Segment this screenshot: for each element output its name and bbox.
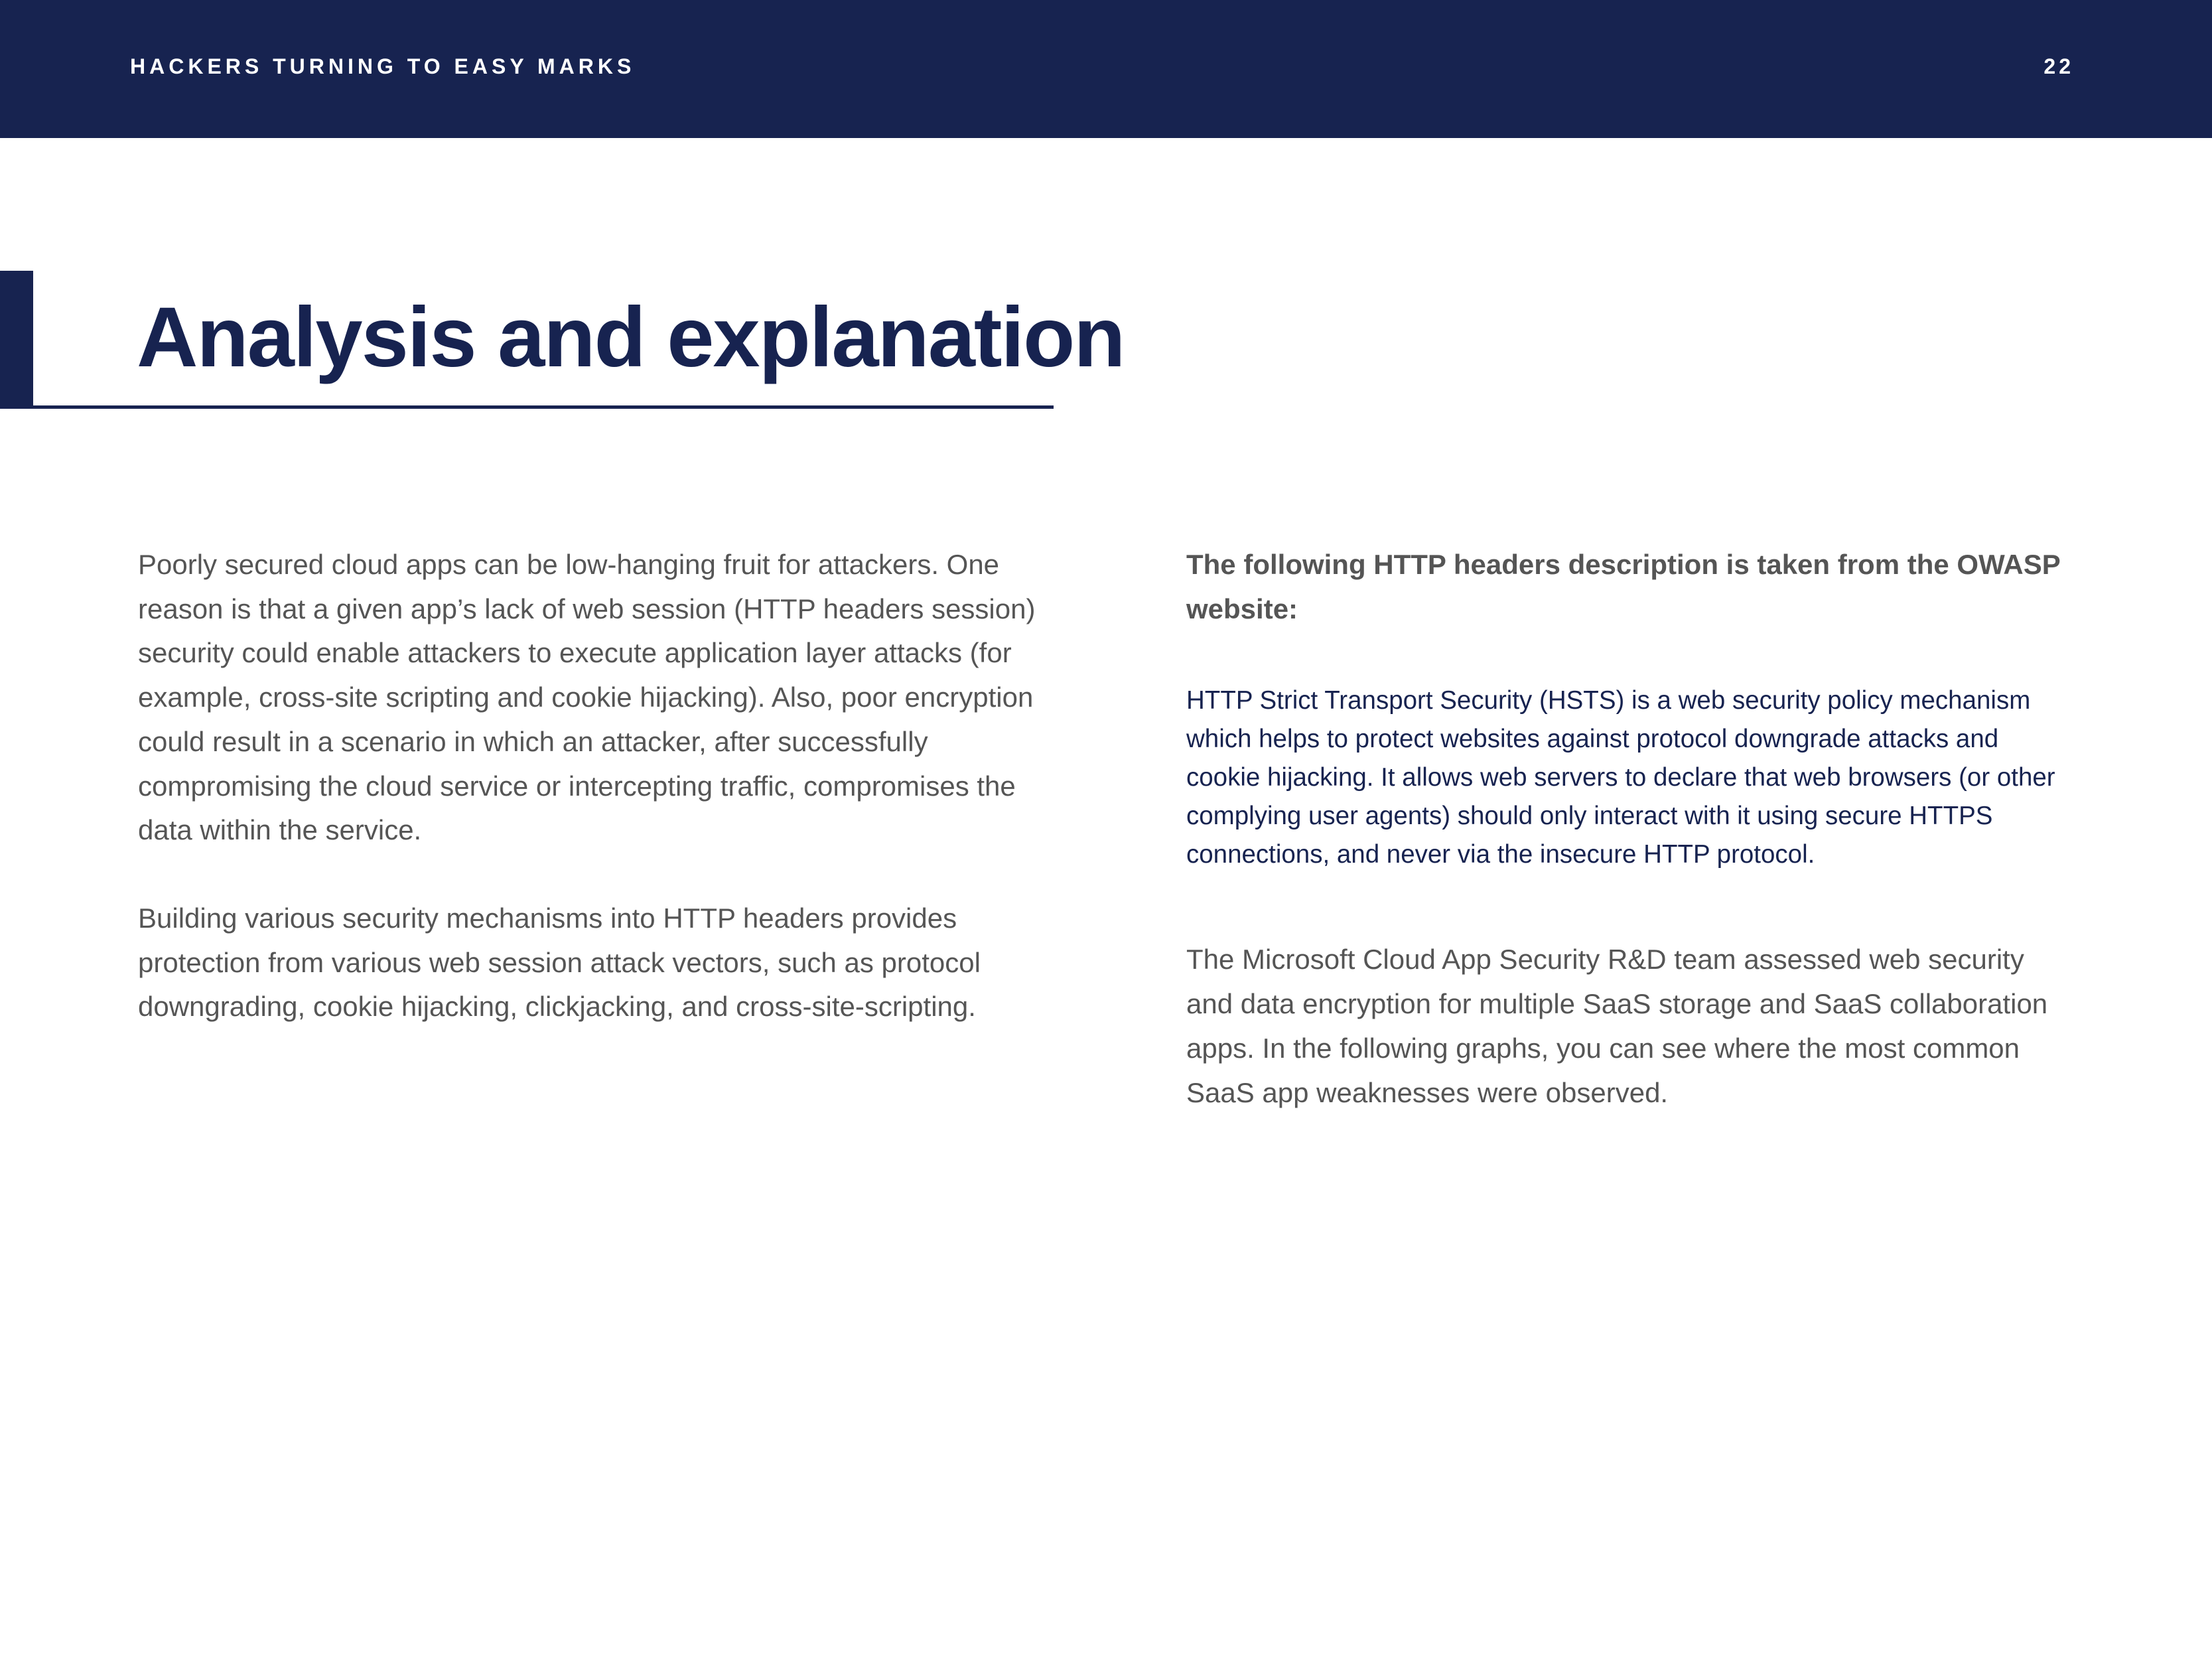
left-paragraph-1: Poorly secured cloud apps can be low-hanging fruit for attackers. One reason is that a given app’s lack of web session (HTTP headers session) security could enable attackers to execute application layer attacks (for example, cross-site scripting and cookie hijacking). Also, poor encryption could result in a scenario in which an attacker, after successfully compromising the cloud service or intercepting traffic, compromises the data within the service. bbox=[138, 549, 1036, 846]
right-column bbox=[1186, 543, 2075, 1115]
right-paragraph: The Microsoft Cloud App Security R&D team assessed web security and data encryption for multiple SaaS storage and SaaS collaboration apps. In the following graphs, you can see where the most common SaaS app weaknesses were observed. bbox=[1186, 944, 2048, 1108]
header-bar bbox=[0, 0, 2212, 138]
title-underline bbox=[33, 405, 1054, 409]
right-lead-paragraph: The following HTTP headers description is taken from the OWASP website: bbox=[1186, 549, 2060, 624]
page-number: 22 bbox=[2043, 54, 2074, 78]
left-paragraph-2: Building various security mechanisms into HTTP headers provides protection from various web session attack vectors, such as protocol downgrading, cookie hijacking, clickjacking, and cross-site-scripting. bbox=[138, 902, 981, 1023]
running-title: HACKERS TURNING TO EASY MARKS bbox=[130, 54, 636, 78]
page-title: Analysis and explanation bbox=[137, 290, 1125, 385]
hsts-quote: HTTP Strict Transport Security (HSTS) is a web security policy mechanism which helps to protect websites against protocol downgrade attacks and cookie hijacking. It allows web servers to declare that web browsers (or other complying user agents) should only interact with it using secure HTTPS connections, and never via the insecure HTTP protocol. bbox=[1186, 686, 2055, 869]
title-accent-bar bbox=[0, 271, 33, 409]
left-column bbox=[138, 543, 1040, 1029]
